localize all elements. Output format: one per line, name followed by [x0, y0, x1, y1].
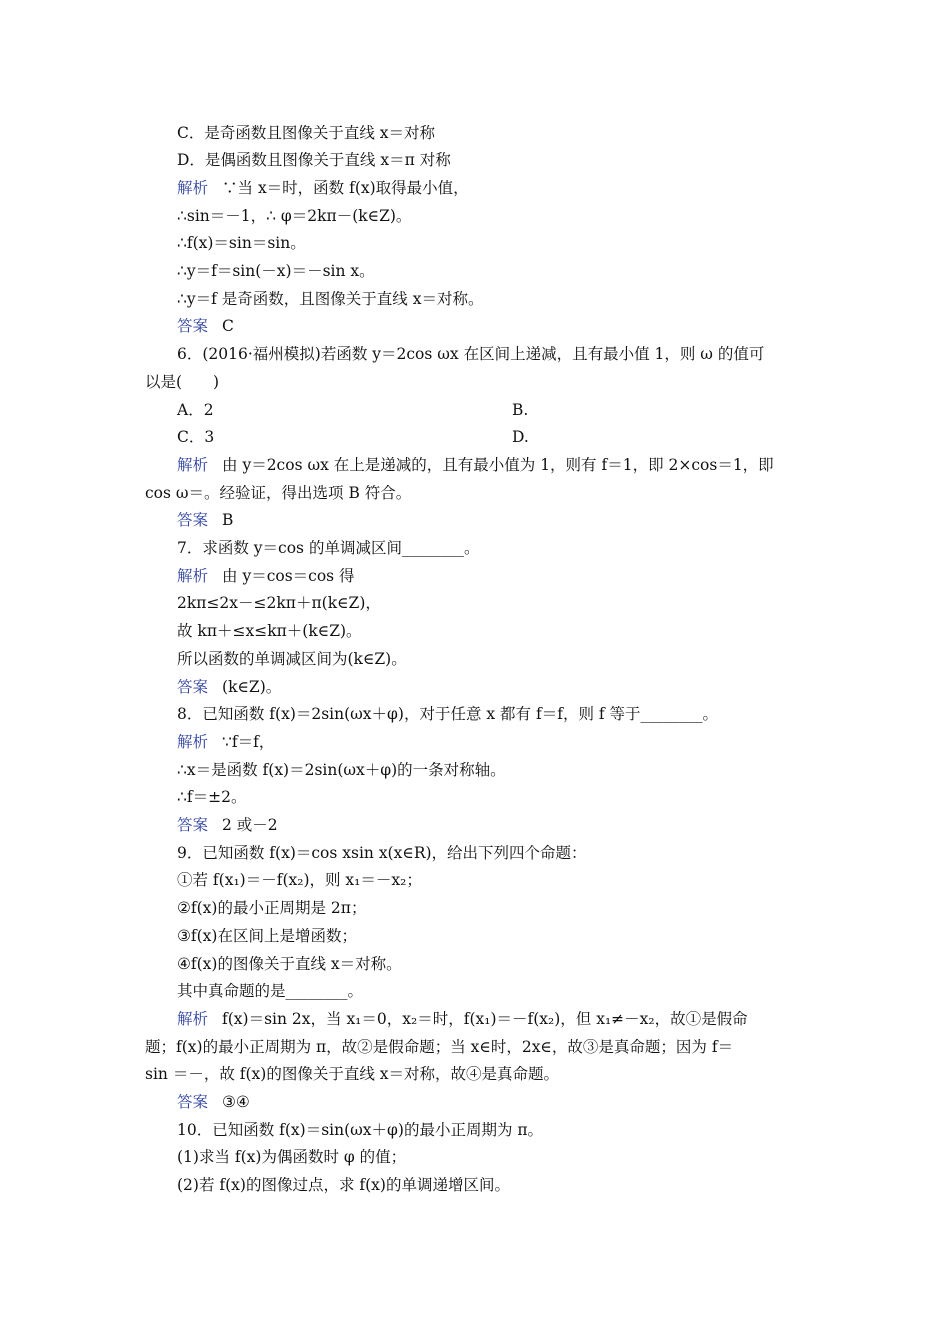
text-line: 题；f(x)的最小正周期为 π，故②是假命题；当 x∈时，2x∈，故③是真命题；因为 f＝ — [145, 1038, 734, 1056]
line-solution-5: 解析 ∵当 x＝时，函数 f(x)取得最小值， — [177, 179, 469, 197]
question-8: 8．已知函数 f(x)＝2sin(ωx＋φ)，对于任意 x 都有 f＝f，则 f 等于________。 — [177, 705, 719, 723]
solution-label: 解析 — [177, 567, 209, 585]
solution-label: 解析 — [177, 1010, 209, 1028]
line-option-d: D．是偶函数且图像关于直线 x＝π 对称 — [177, 151, 451, 169]
line-option-c: C．是奇函数且图像关于直线 x＝对称 — [177, 124, 436, 142]
text-line: ∴sin＝－1，∴ φ＝2kπ－(k∈Z)。 — [177, 207, 412, 225]
text-line: 其中真命题的是________。 — [177, 982, 364, 1000]
line-answer-5: 答案 C — [177, 317, 234, 335]
option-d: D. — [512, 428, 529, 446]
answer-label: 答案 — [177, 816, 209, 834]
option-a: A．2 — [177, 401, 214, 419]
answer-label: 答案 — [177, 1093, 209, 1111]
question-9: 9．已知函数 f(x)＝cos xsin x(x∈R)，给出下列四个命题： — [177, 844, 587, 862]
text-line: cos ω＝。经验证，得出选项 B 符合。 — [145, 484, 412, 502]
answer-label: 答案 — [177, 511, 209, 529]
option-b: B. — [512, 401, 529, 419]
question-10: 10．已知函数 f(x)＝sin(ωx＋φ)的最小正周期为 π。 — [177, 1121, 544, 1139]
solution-label: 解析 — [177, 456, 209, 474]
line-solution-9: 解析 f(x)＝sin 2x，当 x₁＝0，x₂＝时，f(x₁)＝－f(x₂)，但 x₁≠－x₂，故①是假命 — [177, 1010, 748, 1028]
answer-label: 答案 — [177, 678, 209, 696]
sub-question-1: (1)求当 f(x)为偶函数时 φ 的值； — [177, 1148, 407, 1166]
text-line: ∴f＝±2。 — [177, 788, 247, 806]
proposition-2: ②f(x)的最小正周期是 2π； — [177, 899, 367, 917]
text-line: ∴f(x)＝sin＝sin。 — [177, 234, 306, 252]
line-answer-8: 答案 2 或－2 — [177, 816, 278, 834]
line-answer-7: 答案 (k∈Z)。 — [177, 678, 282, 696]
line-solution-6: 解析 由 y＝2cos ωx 在上是递减的，且有最小值为 1，则有 f＝1，即 2×cos＝1，即 — [177, 456, 774, 474]
text-line: ∴y＝f＝sin(－x)＝－sin x。 — [177, 262, 375, 280]
answer-label: 答案 — [177, 317, 209, 335]
question-7: 7．求函数 y＝cos 的单调减区间________。 — [177, 539, 480, 557]
text-line: ∴y＝f 是奇函数，且图像关于直线 x＝对称。 — [177, 290, 484, 308]
question-6: 6．(2016·福州模拟)若函数 y＝2cos ωx 在区间上递减，且有最小值 1，则 ω 的值可 — [177, 345, 765, 363]
text-line: 以是( ) — [145, 373, 220, 391]
proposition-3: ③f(x)在区间上是增函数； — [177, 927, 357, 945]
solution-label: 解析 — [177, 179, 209, 197]
text-line: 所以函数的单调减区间为(k∈Z)。 — [177, 650, 407, 668]
sub-question-2: (2)若 f(x)的图像过点，求 f(x)的单调递增区间。 — [177, 1176, 510, 1194]
solution-label: 解析 — [177, 733, 209, 751]
line-solution-8: 解析 ∵f＝f， — [177, 733, 275, 751]
proposition-4: ④f(x)的图像关于直线 x＝对称。 — [177, 955, 402, 973]
text-line: sin ＝－，故 f(x)的图像关于直线 x＝对称，故④是真命题。 — [145, 1065, 559, 1083]
text-line: ∴x＝是函数 f(x)＝2sin(ωx＋φ)的一条对称轴。 — [177, 761, 506, 779]
text-line: 2kπ≤2x－≤2kπ＋π(k∈Z)， — [177, 594, 381, 612]
line-answer-9: 答案 ③④ — [177, 1093, 250, 1111]
line-answer-6: 答案 B — [177, 511, 234, 529]
text-line: 故 kπ＋≤x≤kπ＋(k∈Z)。 — [177, 622, 362, 640]
line-solution-7: 解析 由 y＝cos＝cos 得 — [177, 567, 355, 585]
proposition-1: ①若 f(x₁)＝－f(x₂)，则 x₁＝－x₂； — [177, 871, 422, 889]
option-c: C．3 — [177, 428, 215, 446]
